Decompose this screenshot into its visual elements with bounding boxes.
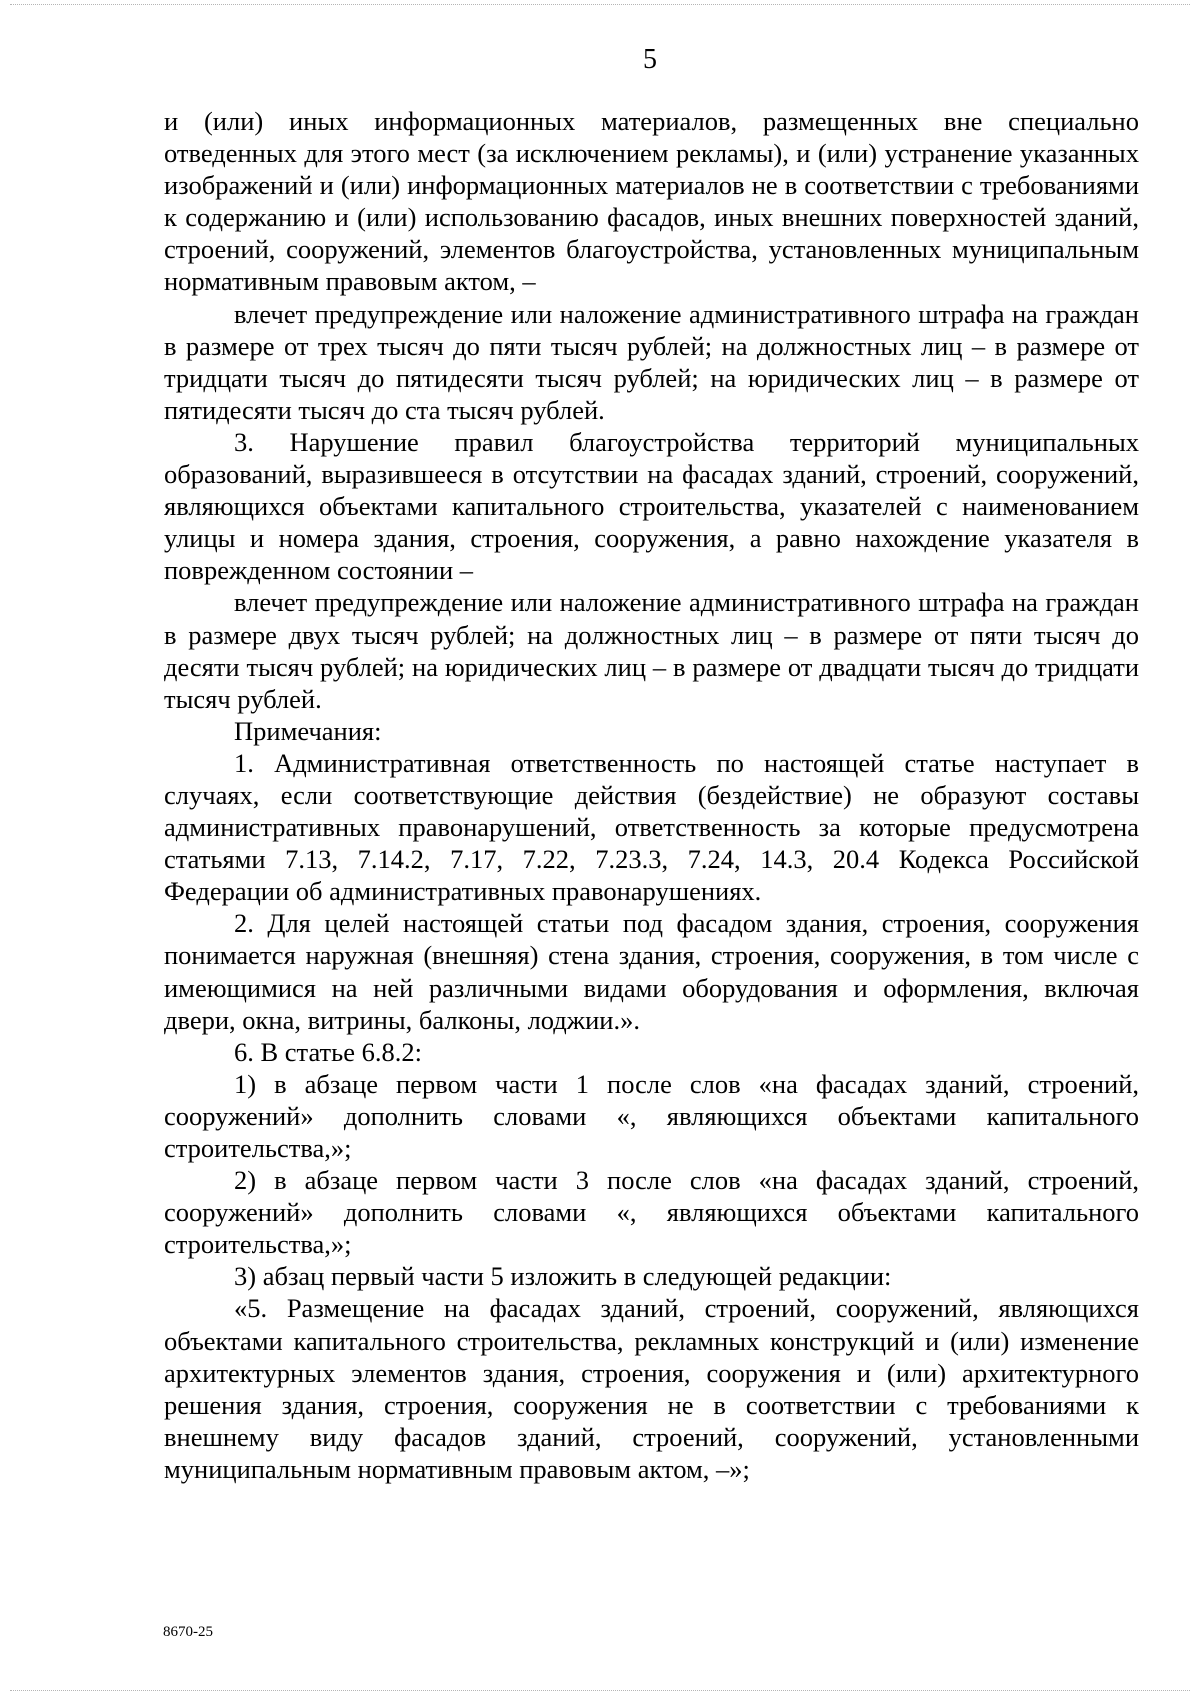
scan-bottom-edge (10, 1690, 1190, 1691)
note-1: 1. Административная ответственность по настоящей статье наступает в случаях, если соответствующие действия (бездействие) не образуют составы административных правонарушений, ответственность за которые предусмотрена статьями 7.13, 7.14.2, 7.17, 7.22, 7.23.3, 7.24, 14.3, 20.4 Кодекса Российской Федерации об административных правонарушениях. (164, 747, 1139, 907)
document-code: 8670-25 (163, 1624, 213, 1640)
scan-top-edge (10, 4, 1190, 5)
paragraph-penalty-part-3: влечет предупреждение или наложение административного штрафа на граждан в размере двух тысяч рублей; на должностных лиц – в размере от пяти тысяч до десяти тысяч рублей; на юридических лиц – в размере от двадцати тысяч до тридцати тысяч рублей. (164, 587, 1139, 714)
new-part-5-text: «5. Размещение на фасадах зданий, строений, сооружений, являющихся объектами капитального строительства, рекламных конструкций и (или) изменение архитектурных элементов здания, строения, сооружения и (или) архитектурного решения здания, строения, сооружения не в соответствии с требованиями к внешнему виду фасадов зданий, строений, сооружений, установленными муниципальным нормативным правовым актом, –»; (164, 1293, 1139, 1484)
subitem-3: 3) абзац первый части 5 изложить в следующей редакции: (234, 1261, 892, 1292)
paragraph-part-3: 3. Нарушение правил благоустройства территорий муниципальных образований, выразившееся в отсутствии на фасадах зданий, строений, сооружений, являющихся объектами капитального строительства, указателей с наименованием улицы и номера здания, строения, сооружения, а равно нахождение указателя в поврежденном состоянии – (164, 426, 1139, 586)
subitem-1: 1) в абзаце первом части 1 после слов «на фасадах зданий, строений, сооружений» дополнить словами «, являющихся объектами капитального строительства,»; (164, 1068, 1139, 1163)
notes-heading: Примечания: (234, 715, 382, 746)
paragraph-continuation: и (или) иных информационных материалов, размещенных вне специально отведенных для этого мест (за исключением рекламы), и (или) устранение указанных изображений и (или) информационных материалов не в соответствии с требованиями к содержанию и (или) использованию фасадов, иных внешних поверхностей зданий, строений, сооружений, элементов благоустройства, установленных муниципальным нормативным правовым актом, – (164, 106, 1139, 297)
page-number: 5 (643, 44, 657, 75)
item-6-heading: 6. В статье 6.8.2: (234, 1036, 422, 1067)
note-2: 2. Для целей настоящей статьи под фасадом здания, строения, сооружения понимается наружная (внешняя) стена здания, строения, сооружения, в том числе с имеющимися на ней различными видами оборудования и оформления, включая двери, окна, витрины, балконы, лоджии.». (164, 908, 1139, 1035)
subitem-2: 2) в абзаце первом части 3 после слов «на фасадах зданий, строений, сооружений» дополнить словами «, являющихся объектами капитального строительства,»; (164, 1165, 1139, 1260)
document-body (164, 105, 1139, 1485)
paragraph-penalty-part-2: влечет предупреждение или наложение административного штрафа на граждан в размере от трех тысяч до пяти тысяч рублей; на должностных лиц – в размере от тридцати тысяч до пятидесяти тысяч рублей; на юридических лиц – в размере от пятидесяти тысяч до ста тысяч рублей. (164, 298, 1139, 425)
